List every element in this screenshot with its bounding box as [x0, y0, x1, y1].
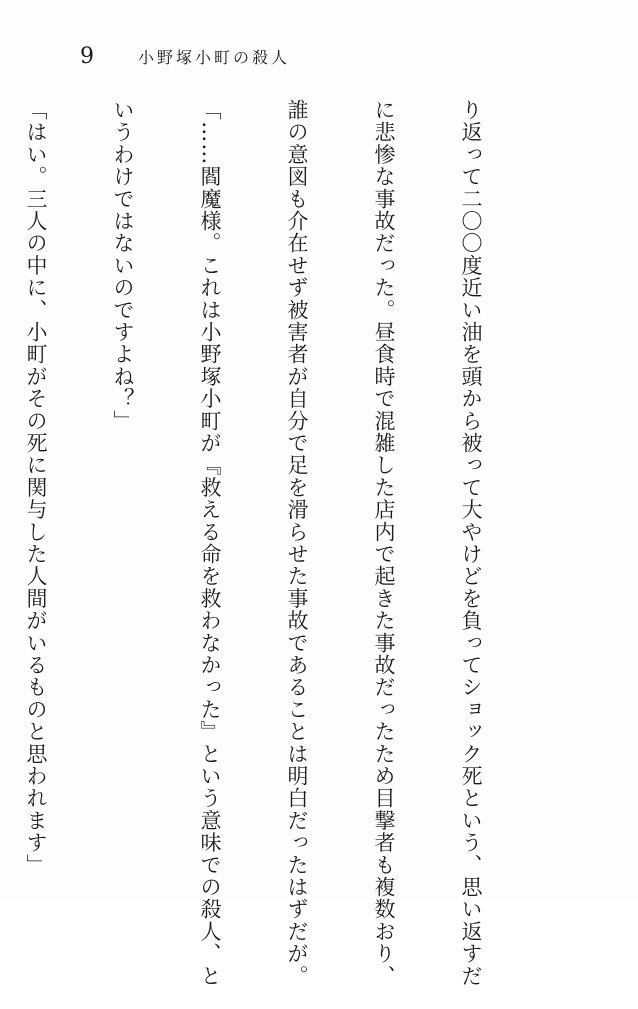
running-title: 小野塚小町の殺人	[138, 48, 291, 67]
text-line: に悲惨な事故だった。昼食時で混雑した店内で起きた事故だったため目撃者も複数おり、	[372, 99, 396, 987]
text-line: いうわけではないのですよね？」	[111, 99, 135, 432]
text-line: 「はい。三人の中に、小町がその死に関与した人間がいるものと思われます」	[24, 99, 48, 876]
text-line: り返って二〇〇度近い油を頭から被って大やけどを負ってショック死という、思い返すだ	[459, 99, 483, 987]
text-line: 誰の意図も介在せず被害者が自分で足を滑らせた事故であることは明白だったはずだが。	[285, 99, 309, 987]
text-line: 「……閻魔様。これは小野塚小町が『救える命を救わなかった』という意味での殺人、と	[198, 99, 222, 987]
page-number: 9	[80, 44, 94, 69]
vertical-body-text	[24, 99, 543, 987]
